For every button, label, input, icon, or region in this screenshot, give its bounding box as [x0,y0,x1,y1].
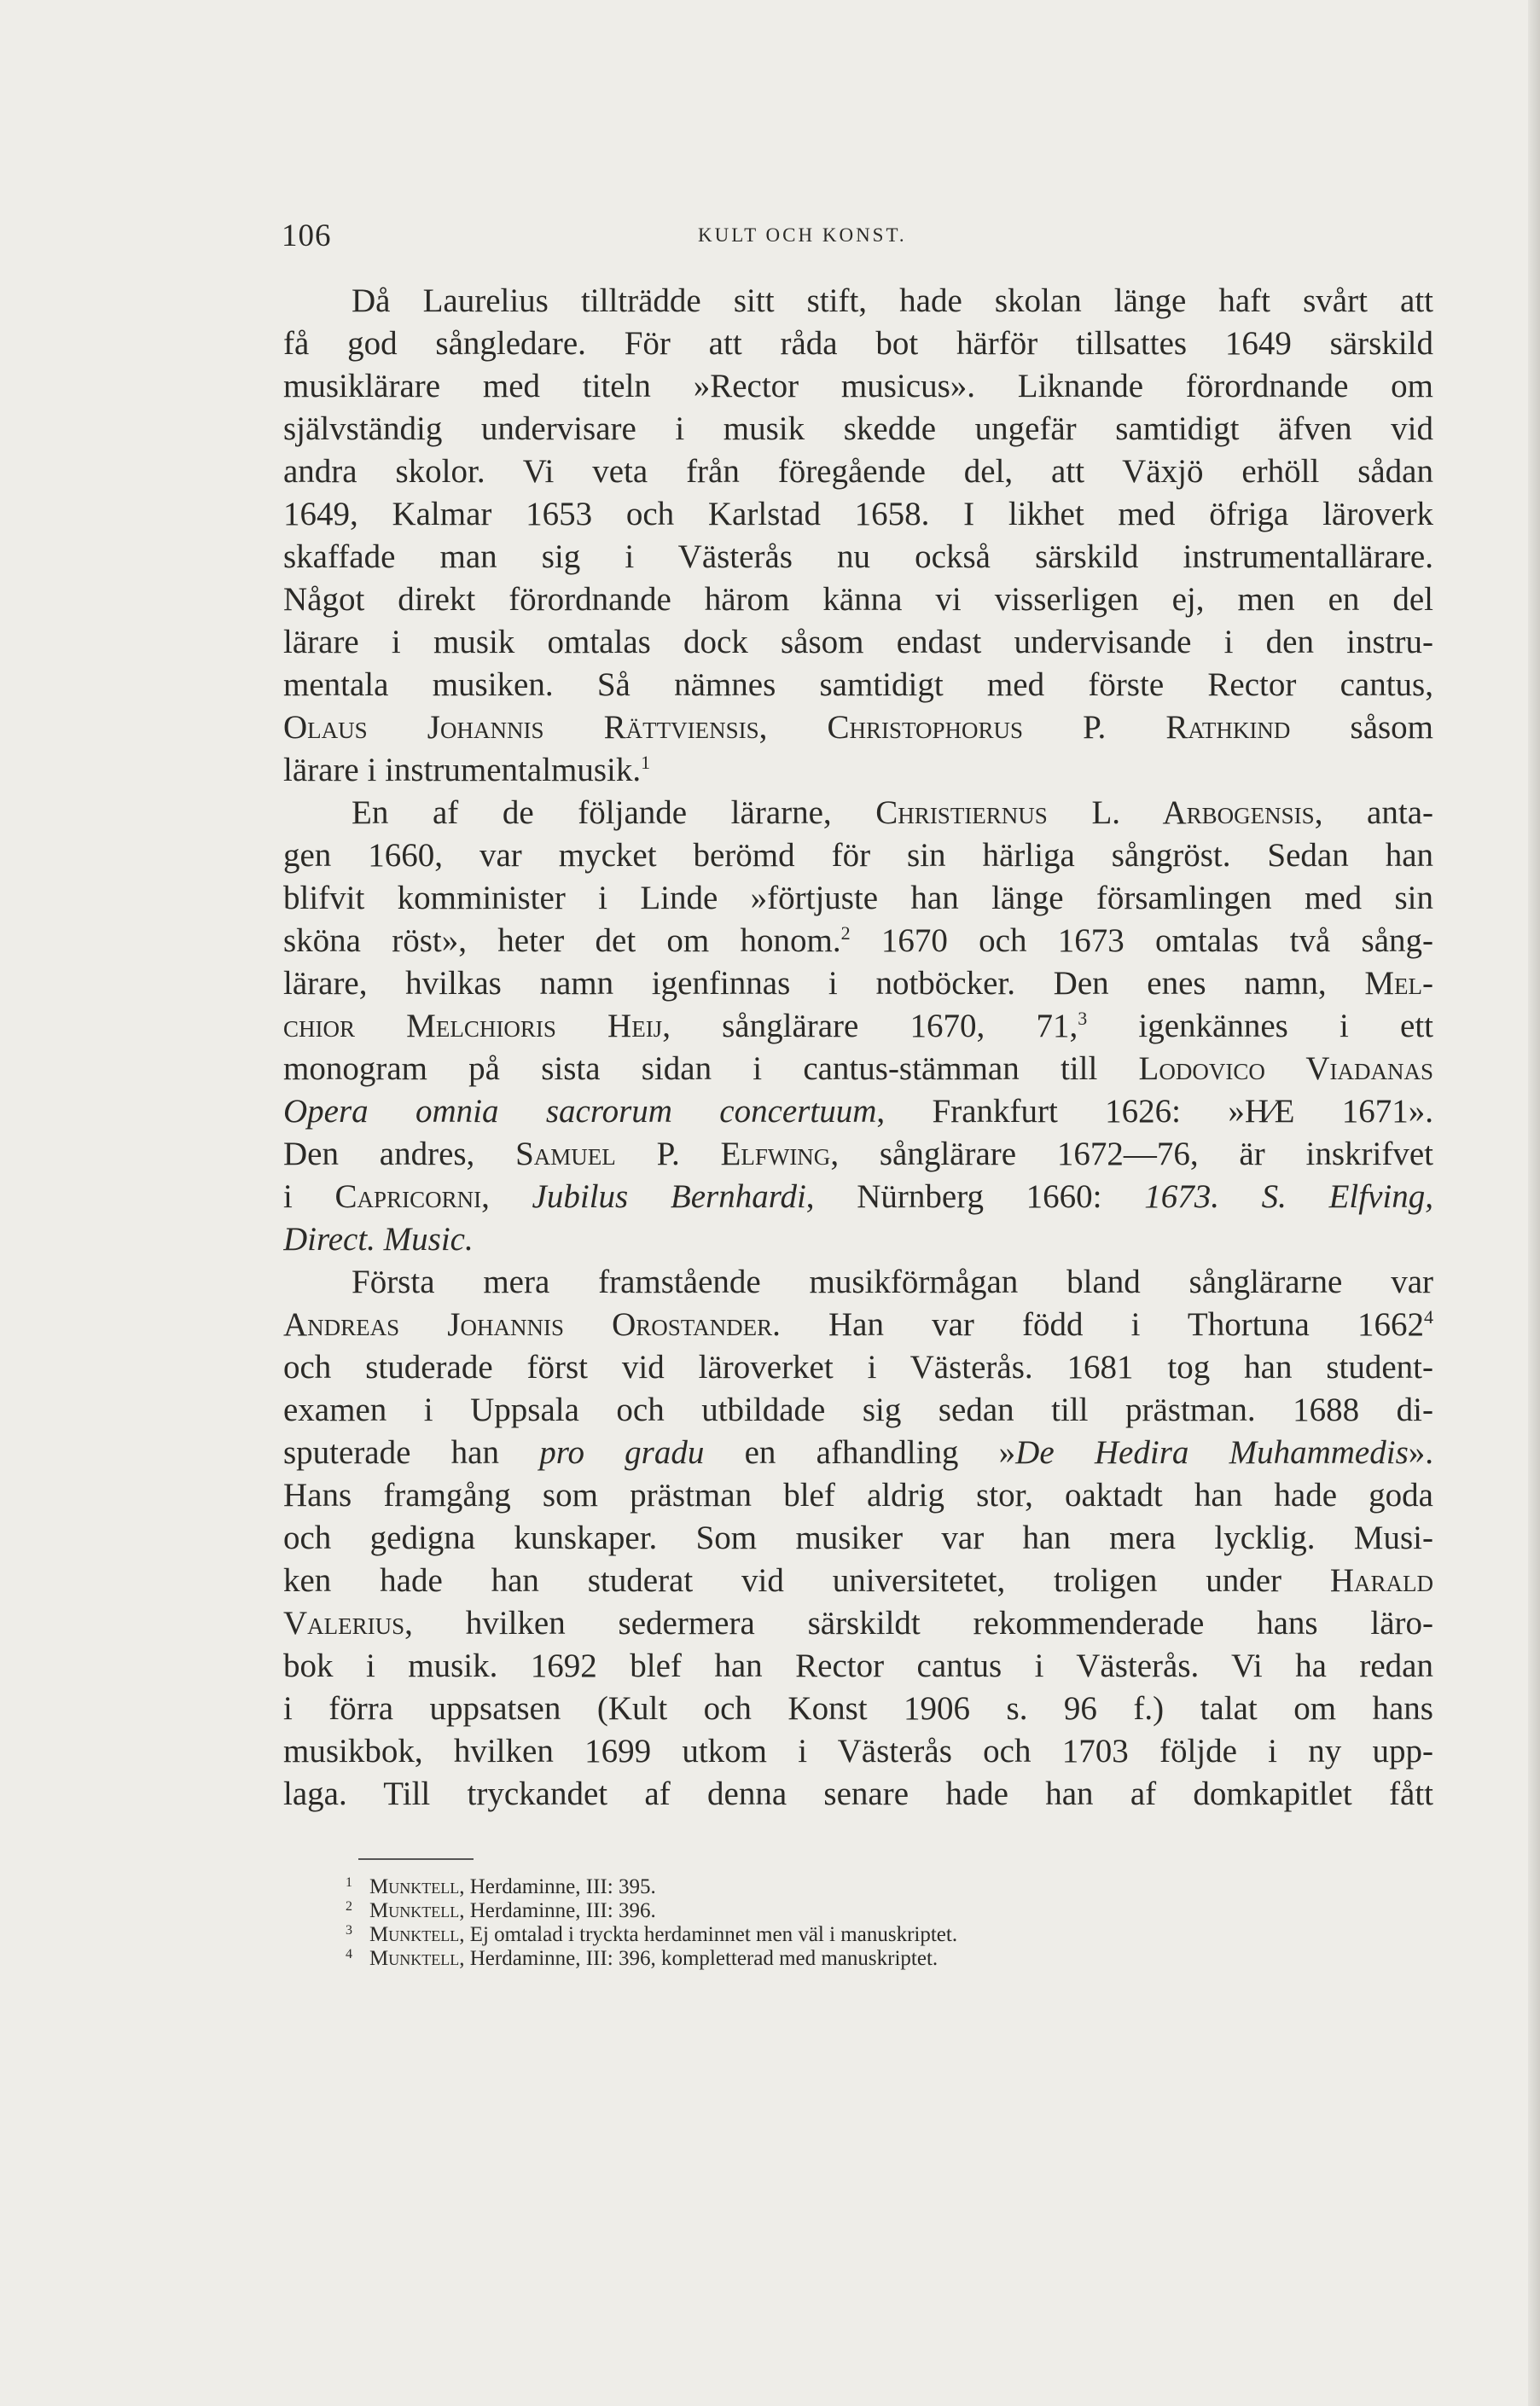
text-line [283,1133,1433,1176]
work-title: Jubilus Bernhardi [532,1178,806,1215]
page-edge-shadow [1528,0,1540,2406]
running-title: KULT OCH KONST. [698,224,907,246]
text-line: musiklärare med titeln »Rector musicus». Liknande förordnande om [283,368,1433,404]
person-name: chior Melchioris Heij [283,1008,663,1044]
text-span: Den andres, [283,1136,516,1172]
text-span: , Frankfurt 1626: »H [876,1093,1270,1130]
footnote-ref: 3 [1078,1008,1088,1029]
body-text [283,280,1433,1816]
text-line: Första mera framstående musikförmågan bland sånglärarne var [352,1264,1433,1300]
text-span: i [283,1178,335,1215]
person-names: Olaus Johannis Rättviensis, Christophorus P. Rathkind [283,709,1291,746]
text-span: E 1671». [1274,1093,1433,1130]
footnote-rule [358,1858,474,1860]
text-span: lärare, hvilkas namn igenfinnas i notböcker. Den enes namn, [283,965,1365,1002]
text-line [283,1304,1433,1346]
text-line: i förra uppsatsen (Kult och Konst 1906 s. 96 f.) talat om hans [283,1690,1433,1727]
text-line: självständig undervisare i musik skedde ungefär samtidigt äfven vid [283,410,1433,447]
text-span: . Han var född i Thortuna 1662 [772,1306,1424,1343]
text-span: ken hade han studerat vid universitetet, troligen under [283,1562,1330,1599]
text-line: Då Laurelius tillträdde sitt stift, hade skolan länge haft svårt att [352,282,1433,319]
monogram-mark: ⁄ [1269,1093,1275,1130]
text-span: en afhandling » [704,1434,1016,1471]
footnote-number: 1 [346,1875,352,1890]
person-name: Mel- [1364,965,1433,1002]
text-line [283,792,1433,834]
text-span: , sånglärare 1670, 71, [662,1008,1078,1044]
footnote-number: 2 [346,1899,352,1914]
footnote-number: 3 [346,1923,352,1938]
footnote-author: Munktell [369,1923,460,1946]
text-line [283,1432,1433,1474]
text-line [283,1560,1433,1602]
text-line: blifvit komminister i Linde »förtjuste han länge församlingen med sin [283,880,1433,916]
text-span: , [481,1178,532,1215]
footnote-author: Munktell [369,1947,460,1970]
footnote-author: Munktell [369,1875,460,1898]
footnote-text: , Herdaminne, III: 396. [459,1899,656,1922]
person-name: Christiernus L. Arbogensis [875,794,1315,831]
text-line [283,1090,1433,1133]
text-line: gen 1660, var mycket berömd för sin härliga sångröst. Sedan han [283,837,1433,874]
text-line: och gedigna kunskaper. Som musiker var han mera lycklig. Musi- [283,1520,1433,1556]
text-line [283,1176,1433,1218]
text-line [283,749,1433,792]
text-line: Något direkt förordnande härom känna vi visserligen ej, men en del [283,581,1433,618]
text-span: monogram på sista sidan i cantus-stämman till [283,1050,1139,1087]
text-line: lärare i musik omtalas dock såsom endast undervisande i den instru- [283,624,1433,660]
footnote-ref: 4 [1423,1306,1433,1328]
footnotes [346,1875,1421,1971]
text-span: , hvilken sedermera särskildt rekommenderade hans läro- [404,1605,1433,1642]
footnote [346,1947,1421,1971]
footnote-author: Munktell [369,1899,460,1922]
footnote [346,1923,1421,1947]
text-line: skaffade man sig i Västerås nu också särskild instrumentallärare. [283,538,1433,575]
text-span: 1670 och 1673 omtalas två sång- [850,922,1433,959]
text-span: sputerade han [283,1434,540,1471]
text-span: , sånglärare 1672—76, är inskrifvet [830,1136,1433,1172]
text-line: andra skolor. Vi veta från föregående del, att Växjö erhöll sådan [283,453,1433,490]
text-span: såsom [1290,709,1433,746]
footnote-ref: 1 [641,752,651,773]
text-line [283,962,1433,1005]
footnote-text: , Herdaminne, III: 395. [459,1875,656,1898]
text-line [283,1048,1433,1090]
person-name: Andreas Johannis Orostander [283,1306,773,1343]
footnote [346,1899,1421,1923]
footnote-text: , Ej omtalad i tryckta herdaminnet men väl i manuskriptet. [459,1923,958,1946]
text-span: lärare i instrumentalmusik. [283,752,642,788]
footnote-ref: 2 [840,922,851,944]
text-line: få god sångledare. För att råda bot härför tillsattes 1649 särskild [283,325,1433,362]
text-line: Direct. Music. [283,1221,474,1258]
text-line: mentala musiken. Så nämnes samtidigt med förste Rector cantus, [283,666,1433,703]
footnote-text: , Herdaminne, III: 396, kompletterad med manuskriptet. [459,1947,939,1970]
text-line: 1649, Kalmar 1653 och Karlstad 1658. I likhet med öfriga läroverk [283,496,1433,532]
person-name: Harald [1329,1562,1433,1599]
text-line: laga. Till tryckandet af denna senare hade han af domkapitlet fått [283,1775,1433,1812]
footnote-number: 4 [346,1947,352,1961]
text-line [283,1602,1433,1645]
inscription: 1673. S. Elfving, [1144,1178,1433,1215]
text-span: sköna röst», heter det om honom. [283,922,841,959]
work-title: De Hedira Muhammedis [1015,1434,1409,1471]
person-name: Capricorni [334,1178,482,1215]
page-header [282,218,1433,260]
person-name: Lodovico Viadanas [1138,1050,1433,1087]
latin-phrase: pro gradu [539,1434,705,1471]
text-line: bok i musik. 1692 blef han Rector cantus i Västerås. Vi ha redan [283,1648,1433,1684]
page-number: 106 [282,218,332,253]
text-line: Hans framgång som prästman blef aldrig stor, oaktadt han hade goda [283,1477,1433,1514]
text-line [283,706,1433,749]
work-title: Opera omnia sacrorum concertuum [283,1093,877,1130]
text-line: examen i Uppsala och utbildade sig sedan till prästman. 1688 di- [283,1392,1433,1428]
person-name: Samuel P. Elfwing [515,1136,831,1172]
text-line: musikbok, hvilken 1699 utkom i Västerås och 1703 följde i ny upp- [283,1733,1433,1770]
text-span: igenkännes i ett [1087,1008,1433,1044]
footnote [346,1875,1421,1899]
text-span: En af de följande lärarne, [352,794,876,831]
text-line [283,1005,1433,1048]
text-span: , anta- [1314,794,1433,831]
person-name: Valerius [283,1605,405,1642]
text-line: och studerade först vid läroverket i Västerås. 1681 tog han student- [283,1349,1433,1386]
text-span: ». [1408,1434,1433,1471]
text-span: , Nürnberg 1660: [805,1178,1145,1215]
text-line [283,920,1433,962]
